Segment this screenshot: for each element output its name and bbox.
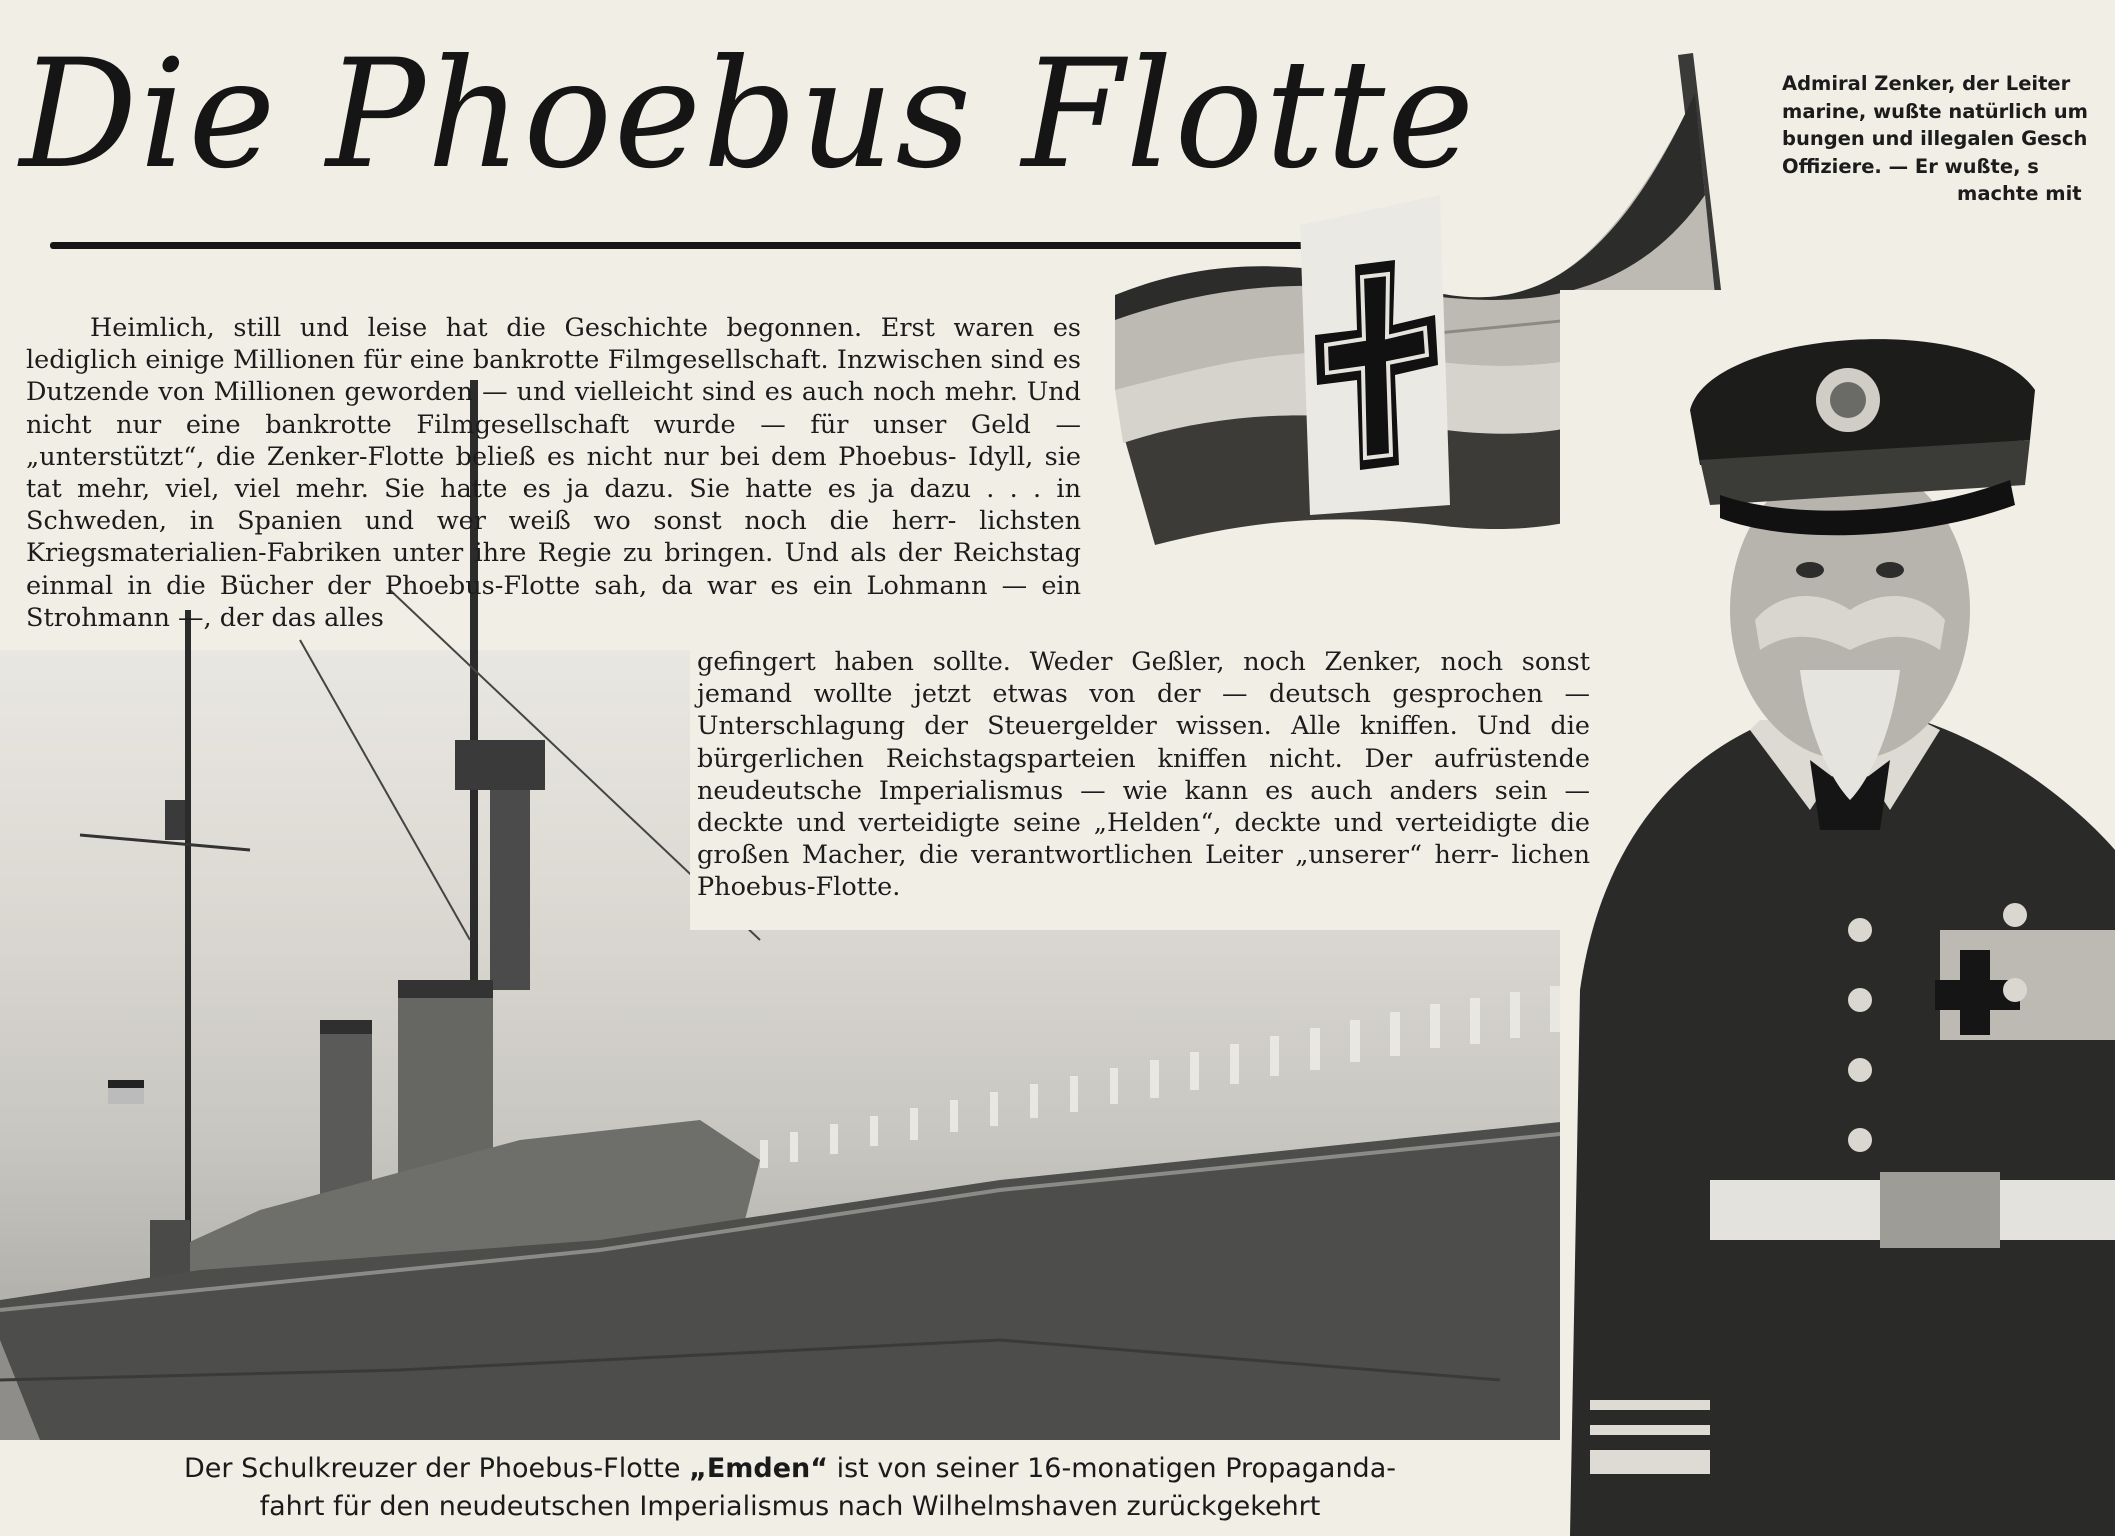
caption-line-1 <box>0 1450 1580 1488</box>
continuation-line: bürgerlichen Reichstagsparteien kniffen nicht. Der aufrüstende <box>697 743 1590 774</box>
uniform <box>1570 720 2115 1536</box>
admiral-portrait <box>1560 290 2115 1536</box>
continuation-line: die großen Macher, die verantwortlichen Leiter „unserer“ herr- <box>697 808 1590 871</box>
continuation-line: jemand wollte jetzt etwas von der — deutsch gesprochen — <box>697 679 1590 710</box>
caption-text: Der Schulkreuzer der Phoebus-Flotte <box>184 1453 690 1484</box>
photo-caption <box>0 1450 1580 1526</box>
continuation-line: neudeutsche Imperialismus — wie kann es auch anders sein — <box>697 775 1590 806</box>
ship-name: „Emden“ <box>689 1453 829 1484</box>
intro-line: lediglich einige Millionen für eine bankrotte Filmgesellschaft. Inzwischen <box>26 345 991 376</box>
sidebar-line: bungen und illegalen Gesch <box>1782 127 2088 150</box>
intro-line: mehr. Und nicht nur eine bankrotte Filmgesellschaft wurde — für unser <box>26 377 1082 440</box>
intro-line: Idyll, sie tat mehr, viel, viel mehr. Sie hatte es ja dazu. Sie hatte es ja <box>26 441 1081 505</box>
sidebar-line: marine, wußte natürlich um <box>1782 99 2089 123</box>
intro-line: dazu . . . in Schweden, in Spanien und wer weiß wo sonst noch die herr- <box>26 474 1081 537</box>
intro-line: lichsten Kriegsmaterialien-Fabriken unter ihre Regie zu bringen. <box>26 506 1081 569</box>
intro-line: sah, da war es ein Lohmann — ein Strohmann —, der das alles <box>26 570 1081 633</box>
intro-line: Heimlich, still und leise hat die Geschichte begonnen. Erst waren es <box>90 313 1081 343</box>
sidebar-caption <box>1782 70 2115 208</box>
continuation-line: gefingert haben sollte. Weder Geßler, noch Zenker, noch sonst <box>697 647 1590 677</box>
sidebar-line <box>1782 70 2115 98</box>
article-continuation <box>697 646 1590 904</box>
continuation-line: lichen Phoebus-Flotte. <box>697 840 1590 903</box>
ship-hull <box>0 1120 1580 1440</box>
sidebar-line: Offiziere. — Er wußte, s <box>1782 154 2039 178</box>
caption-text: ist von seiner 16-monatigen Propaganda- <box>828 1453 1396 1484</box>
article-intro <box>26 312 1081 634</box>
continuation-line: Unterschlagung der Steuergelder wissen. Alle kniffen. Und die <box>697 711 1590 742</box>
continuation-line: deckte und verteidigte seine „Helden“, deckte und verteidigte <box>697 808 1551 839</box>
intro-line: Geld — „unterstützt“, die Zenker-Flotte beließ es nicht nur bei dem Phoebus- <box>26 409 1081 472</box>
sidebar-text: , der Leiter <box>1947 72 2071 95</box>
sidebar-line: machte mit <box>1957 182 2082 205</box>
sidebar-name: Admiral Zenker <box>1782 72 1948 95</box>
caption-line-2: fahrt für den neudeutschen Imperialismus nach Wilhelmshaven zurückgekehrt <box>259 1491 1321 1522</box>
intro-line: sind es Dutzende von Millionen geworden — und vielleicht sind es auch noch <box>26 345 1081 408</box>
intro-line: Und als der Reichstag einmal in die Bücher der Phoebus-Flotte <box>26 538 1081 601</box>
page-title: Die Phoebus Flotte <box>19 28 1477 202</box>
